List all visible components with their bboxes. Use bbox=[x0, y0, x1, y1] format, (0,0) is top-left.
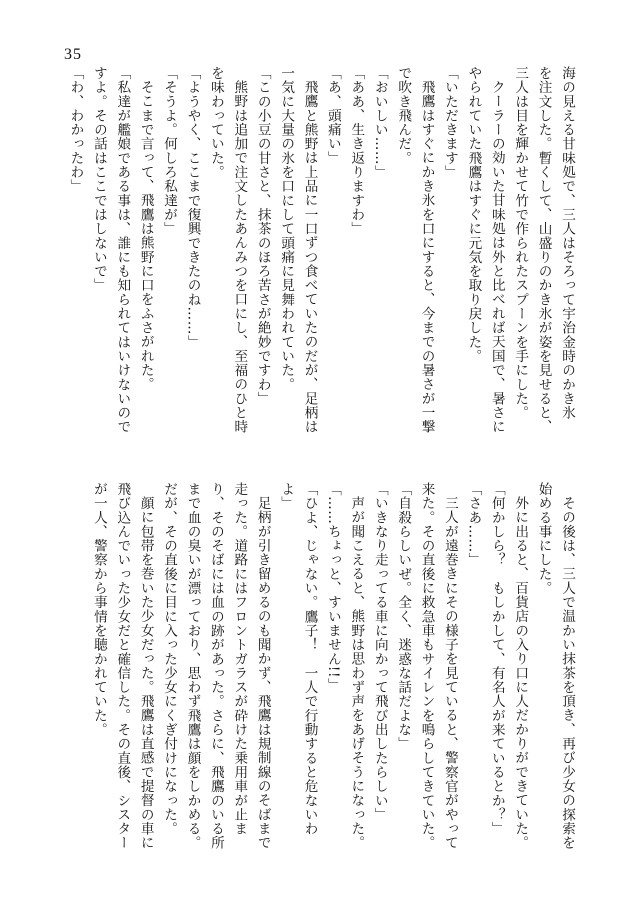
text-line: 海の見える甘味処で、三人はそろって宇治金時のかき氷 bbox=[559, 66, 575, 420]
text-line: 声が聞こえると、熊野は思わず声をあげそうになった。 bbox=[348, 495, 365, 850]
text-line: 「何かしら？ もしかして、有名人が来ているとか？」 bbox=[488, 482, 505, 836]
text-line: その後は、三人で温かい抹茶を頂き、再び少女の探索を bbox=[559, 495, 575, 850]
text-line: 始める事にした。 bbox=[535, 482, 552, 596]
text-line: 「あ、頭痛い」 bbox=[324, 66, 341, 166]
text-line: 飛び込んでいった少女だと確信した。その直後、シスター bbox=[114, 482, 131, 850]
text-line: 「……ちょっと、すいません!!」 bbox=[324, 482, 341, 693]
text-line: で吹き飛んだ。 bbox=[395, 66, 412, 166]
text-line: 一気に大量の氷を口にして頭痛に見舞われていた。 bbox=[278, 66, 295, 392]
text-line: 「私達が艦娘である事は、誰にも知られてはいけないので bbox=[114, 66, 131, 434]
text-line: 「この小豆の甘さと、抹茶のほろ苦さが絶妙ですわ」 bbox=[254, 66, 271, 406]
text-line: そこまで言って、飛鷹は熊野に口をふさがれた。 bbox=[137, 79, 154, 391]
text-line: 「ようやく、ここまで復興できたのね……」 bbox=[184, 66, 201, 349]
text-line: 「わ、わかったわ」 bbox=[67, 66, 84, 194]
text-line: 「そうよ。何しろ私達が」 bbox=[161, 66, 178, 236]
text-line: クーラーの効いた甘味処は外と比べれば天国で、暑さに bbox=[488, 79, 505, 434]
text-line: だが、その直後に目に入った少女にくぎ付けになった。 bbox=[161, 482, 178, 836]
text-line: を味わっていた。 bbox=[207, 66, 224, 180]
text-line: すよ。その話はここではしないで」 bbox=[90, 66, 107, 293]
text-line: よ」 bbox=[278, 482, 295, 511]
text-line: 「いきなり走ってる車に向かって飛び出したらしい」 bbox=[371, 482, 388, 822]
text-line: 「自殺らしいぜ。全く、迷惑な話だよな」 bbox=[395, 482, 412, 751]
bottom-text-block bbox=[18, 482, 578, 892]
text-line: 外に出ると、百貨店の入り口に人だかりができていた。 bbox=[512, 495, 529, 850]
text-line: やられていた飛鷹はすぐに元気を取り戻した。 bbox=[465, 66, 482, 364]
text-line: まで血の臭いが漂っており、思わず飛鷹は顔をしかめる。 bbox=[184, 482, 201, 850]
text-line: 熊野は追加で注文したあんみつを口にし、至福のひと時 bbox=[231, 79, 248, 434]
text-line: 「さあ……」 bbox=[465, 482, 482, 567]
text-line: 三人は目を輝かせて竹で作られたスプーンを手にした。 bbox=[512, 66, 529, 420]
text-line: 「ああ、生き返りますわ」 bbox=[348, 66, 365, 236]
text-line: 「いただきます」 bbox=[441, 66, 458, 180]
text-line: 「ひよ、じゃない。鷹子！ 一人で行動すると危ないわ bbox=[301, 482, 318, 836]
text-line: が一人、警察から事情を聴かれていた。 bbox=[90, 482, 107, 737]
text-line: 三人が遠巻きにその様子を見ていると、警察官がやって bbox=[441, 495, 458, 850]
top-text-block bbox=[18, 66, 578, 476]
text-line: 走った。道路にはフロントガラスが砕けた乗用車が止ま bbox=[231, 482, 248, 836]
text-line: 飛鷹と熊野は上品に一口ずつ食べていたのだが、足柄は bbox=[301, 79, 318, 434]
text-line: を注文した。暫くして、山盛りのかき氷が姿を見せると、 bbox=[535, 66, 552, 434]
text-line: 飛鷹はすぐにかき氷を口にすると、今までの暑さが一撃 bbox=[418, 79, 435, 434]
text-line: 「おいしい……」 bbox=[371, 66, 388, 180]
text-line: 顔に包帯を巻いた少女だった。飛鷹は直感で提督の車に bbox=[137, 495, 154, 850]
text-line: 来た。その直後に救急車もサイレンを鳴らしてきていた。 bbox=[418, 482, 435, 850]
text-line: り、そのそばには血の跡があった。さらに、飛鷹のいる所 bbox=[207, 482, 224, 850]
page-number: 35 bbox=[64, 46, 82, 63]
text-line: 足柄が引き留めるのも聞かず、飛鷹は規制線のそばまで bbox=[254, 495, 271, 850]
